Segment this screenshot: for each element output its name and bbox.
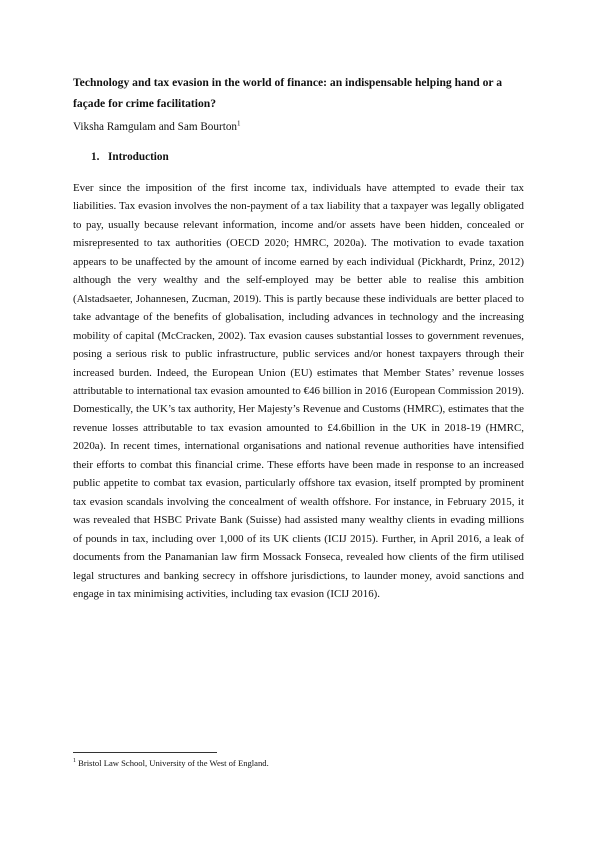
footnote-text: Bristol Law School, University of the West of England. — [78, 758, 269, 768]
introduction-paragraph: Ever since the imposition of the first income tax, individuals have attempted to evade their tax liabilities. Tax evasion involves the non-payment of a tax liability that a taxpayer was legally obligated to pay, usually because relevant information, income and/or assets have been hidden, concealed or misrepresented to tax authorities (OECD 2020; HMRC, 2020a). The motivation to evade taxation appears to be unaffected by the amount of income earned by each individual (Pickhardt, Prinz, 2012) although the very wealthy and the self-employed may be better able to realise this ambition (Alstadsaeter, Johannesen, Zucman, 2019). This is partly because these individuals are better placed to take advantage of the benefits of globalisation, including advances in technology and the increasing mobility of capital (McCracken, 2002). Tax evasion causes substantial losses to government revenues, posing a serious risk to public infrastructure, public services and/or honest taxpayers through their increased burden. Indeed, the European Union (EU) estimates that Member States’ revenue losses attributable to international tax evasion amounted to €46 billion in 2016 (European Commission 2019). Domestically, the UK’s tax authority, Her Majesty’s Revenue and Customs (HMRC), estimates that the revenue losses attributable to tax evasion amounted to £4.6billion in the UK in 2018-19 (HMRC, 2020a). In recent times, international organisations and national revenue authorities have intensified their efforts to combat this financial crime. These efforts have been made in response to an increased public appetite to combat tax evasion, particularly offshore tax evasion, itself prompted by prominent tax evasion scandals involving the concealment of wealth offshore. For instance, in February 2015, it was revealed that HSBC Private Bank (Suisse) had assisted many wealthy clients in evading millions of pounds in tax, including over 1,000 of its UK clients (ICIJ 2015). Further, in April 2016, a leak of documents from the Panamanian law firm Mossack Fonseca, revealed how clients of the firm utilised legal structures and banking secrecy in offshore jurisdictions, to launder money, avoid sanctions and engage in tax minimising activities, including tax evasion (ICIJ 2016). — [73, 182, 524, 600]
author-names: Viksha Ramgulam and Sam Bourton — [73, 121, 238, 133]
section-heading — [91, 149, 521, 165]
paper-title: Technology and tax evasion in the world of finance: an indispensable helping hand or a façade for crime facilitation? — [73, 76, 503, 110]
footnote-separator — [73, 752, 217, 753]
footnote — [73, 757, 525, 769]
section-number: 1. — [91, 151, 100, 163]
author-footnote-marker[interactable]: 1 — [237, 119, 241, 128]
footnote-marker: 1 — [73, 758, 76, 765]
section-title: Introduction — [108, 151, 169, 163]
author-line — [73, 119, 525, 135]
